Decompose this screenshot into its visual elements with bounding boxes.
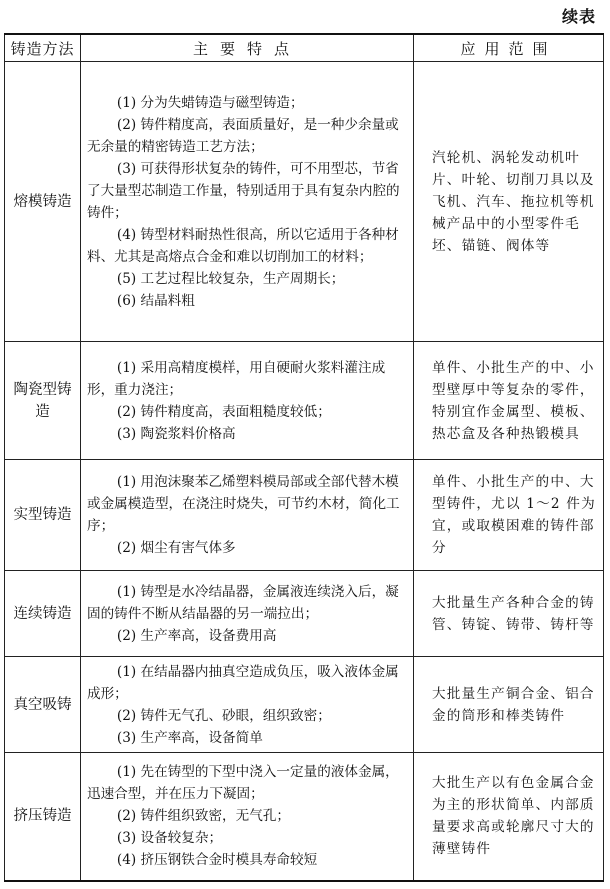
table-row (5, 753, 604, 881)
feature-item: (2) 铸件精度高，表面质量好，是一种少余量或无余量的精密铸造工艺方法； (87, 116, 399, 155)
method-cell: 熔模铸造 (5, 62, 81, 342)
features-cell (81, 460, 414, 571)
feature-item: (1) 分为失蜡铸造与磁型铸造； (116, 94, 304, 111)
application-cell: 大批量生产各种合金的铸管、铸锭、铸带、铸杆等 (414, 571, 604, 657)
table-row (5, 571, 604, 657)
application-cell: 大批生产以有色金属合金为主的形状简单、内部质量要求高或轮廓尺寸大的薄壁铸件 (414, 753, 604, 881)
method-cell: 真空吸铸 (5, 657, 81, 753)
table-row (5, 657, 604, 753)
application-cell: 汽轮机、涡轮发动机叶片、叶轮、切削刀具以及飞机、汽车、拖拉机等机械产品中的小型零件毛坯、锚链、阀体等 (414, 62, 604, 342)
application-cell: 单件、小批生产的中、大型铸件，尤以 1～2 件为宜，或取模困难的铸件部分 (414, 460, 604, 571)
casting-methods-table (4, 33, 604, 882)
feature-item: (4) 挤压钢铁合金时模具寿命较短 (116, 852, 318, 869)
feature-item: (3) 生产率高，设备简单 (116, 729, 263, 746)
features-cell (81, 571, 414, 657)
feature-item: (1) 采用高精度模样，用自硬耐火浆料灌注成形，重力浇注； (87, 359, 386, 398)
header-method: 铸造方法 (5, 34, 81, 62)
application-cell: 大批量生产铜合金、铝合金的筒形和棒类铸件 (414, 657, 604, 753)
feature-item: (5) 工艺过程比较复杂，生产周期长； (116, 270, 345, 287)
table-row (5, 460, 604, 571)
header-features: 主要特点 (81, 34, 414, 62)
feature-item: (1) 用泡沫聚苯乙烯塑料模局部或全部代替木模或金属模造型，在浇注时烧失，可节约木材，简化工序； (87, 474, 400, 534)
features-cell (81, 62, 414, 342)
feature-item: (2) 生产率高，设备费用高 (116, 627, 277, 644)
method-cell: 实型铸造 (5, 460, 81, 571)
features-cell (81, 657, 414, 753)
application-cell: 单件、小批生产的中、小型壁厚中等复杂的零件，特别宜作金属型、模板、热芯盒及各种热锻模具 (414, 342, 604, 460)
feature-item: (6) 结晶料粗 (116, 292, 195, 309)
feature-item: (1) 先在铸型的下型中浇入一定量的液体金属，迅速合型，并在压力下凝固； (87, 764, 399, 803)
method-cell: 挤压铸造 (5, 753, 81, 881)
table-header-row (5, 34, 604, 62)
method-cell: 连续铸造 (5, 571, 81, 657)
header-application: 应用范围 (414, 34, 604, 62)
table-continued-label: 续表 (561, 7, 596, 26)
table-row (5, 62, 604, 342)
feature-item: (4) 铸型材料耐热性很高，所以它适用于各种材料、尤其是高熔点合金和难以切削加工的材料； (87, 226, 399, 265)
features-cell (81, 342, 414, 460)
feature-item: (3) 可获得形状复杂的铸件，可不用型芯，节省了大量型芯制造工作量，特别适用于具有复杂内腔的铸件； (87, 160, 400, 221)
feature-item: (2) 烟尘有害气体多 (116, 540, 236, 556)
feature-item: (1) 在结晶器内抽真空造成负压，吸入液体金属成形； (87, 663, 399, 702)
feature-item: (1) 铸型是水冷结晶器，金属液连续浇入后，凝固的铸件不断从结晶器的另一端拉出； (87, 583, 399, 622)
method-cell: 陶瓷型铸造 (5, 342, 81, 460)
feature-item: (2) 铸件组织致密，无气孔； (116, 808, 291, 825)
table-row (5, 342, 604, 460)
features-cell (81, 753, 414, 881)
feature-item: (3) 陶瓷浆料价格高 (116, 425, 236, 442)
feature-item: (2) 铸件精度高，表面粗糙度较低； (116, 403, 331, 420)
feature-item: (3) 设备较复杂； (116, 830, 223, 847)
feature-item: (2) 铸件无气孔、砂眼，组织致密； (116, 707, 331, 724)
